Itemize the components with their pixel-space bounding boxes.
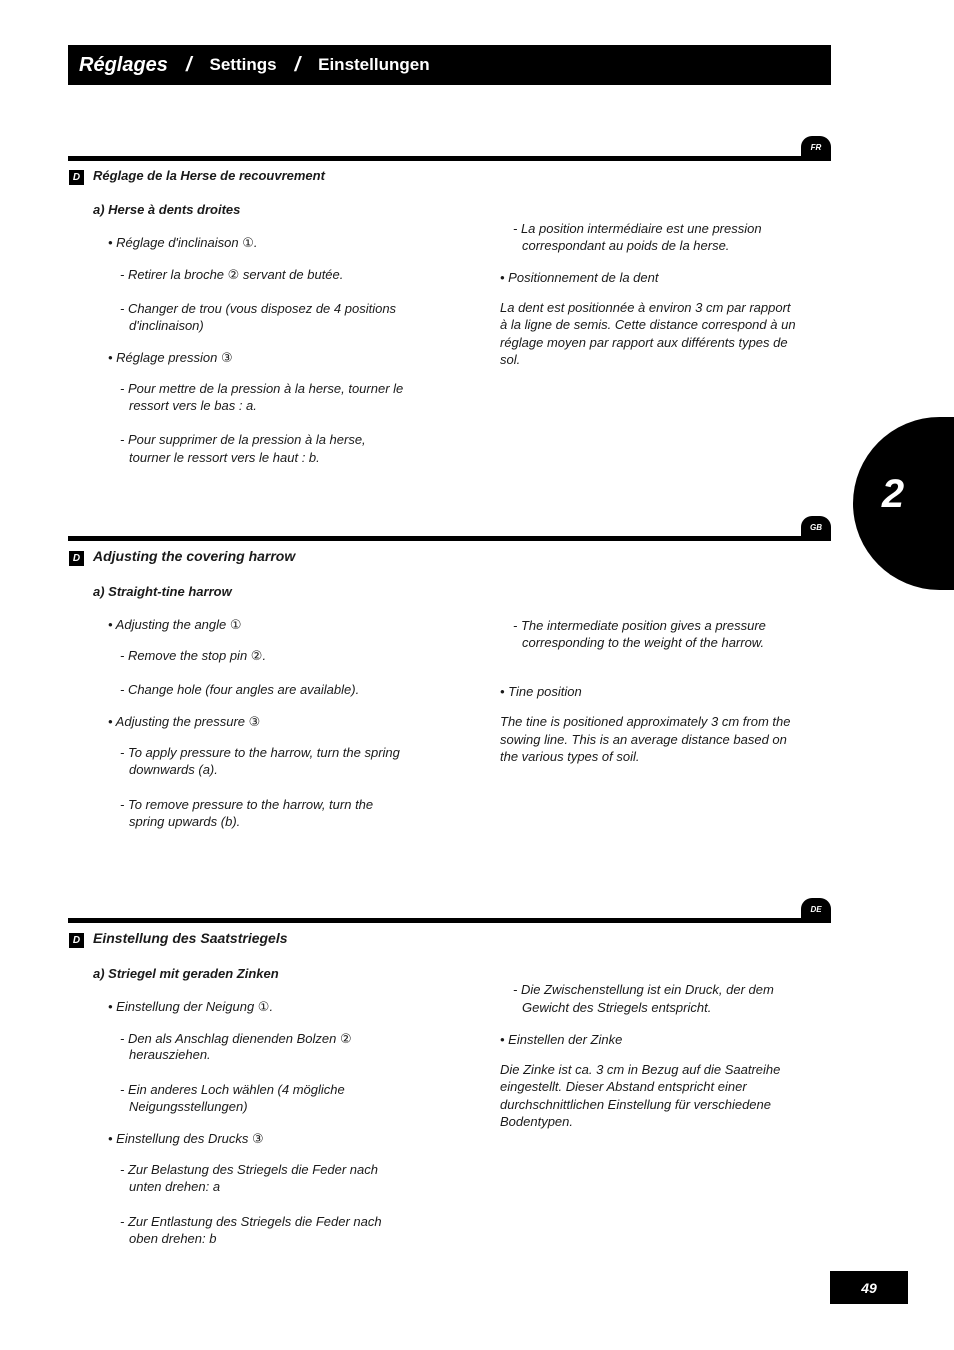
page-number: 49 — [830, 1271, 908, 1304]
header-title-en: Settings — [209, 55, 277, 74]
text-line: ressort vers le bas : a. — [129, 398, 257, 413]
language-tab-gb: GB — [801, 516, 831, 538]
text-line: - Pour mettre de la pression à la herse, tourner le — [120, 381, 404, 396]
text-line: - Retirer la broche ② servant de butée. — [120, 267, 344, 282]
text-line: Die Zinke ist ca. 3 cm in Bezug auf die Saatreihe — [500, 1062, 781, 1077]
text-line: oben drehen: b — [129, 1231, 217, 1246]
section-rule — [68, 918, 831, 923]
text-line: correspondant au poids de la herse. — [522, 238, 730, 253]
text-line: - To apply pressure to the harrow, turn the spring — [120, 745, 400, 760]
text-line: sowing line. This is an average distance based on — [500, 732, 787, 747]
section-marker: D — [69, 933, 84, 948]
section-rule — [68, 156, 831, 161]
chapter-number: 2 — [881, 472, 905, 516]
subsection-title-fr: a) Herse à dents droites — [93, 202, 241, 217]
section-title-gb: Adjusting the covering harrow — [93, 548, 296, 564]
text-line: Gewicht des Striegels entspricht. — [522, 1000, 712, 1015]
text-line: herausziehen. — [129, 1047, 211, 1062]
header-bar — [68, 45, 831, 85]
text-line: • Einstellung des Drucks ③ — [108, 1131, 264, 1146]
text-line: • Réglage pression ③ — [108, 350, 233, 365]
section-marker: D — [69, 170, 84, 185]
header-title-fr: Réglages — [79, 53, 168, 76]
subsection-title-gb: a) Straight-tine harrow — [93, 584, 232, 599]
text-line: - Den als Anschlag dienenden Bolzen ② — [120, 1031, 352, 1046]
text-line: • Réglage d'inclinaison ①. — [108, 235, 258, 250]
text-line: - Zur Entlastung des Striegels die Feder nach — [120, 1214, 382, 1229]
text-line: • Einstellen der Zinke — [500, 1032, 623, 1047]
text-line: the various types of soil. — [500, 749, 640, 764]
text-line: - Remove the stop pin ②. — [120, 648, 267, 663]
text-line: Bodentypen. — [500, 1114, 574, 1129]
text-line: - Ein anderes Loch wählen (4 mögliche — [120, 1082, 345, 1097]
section-title-de: Einstellung des Saatstriegels — [93, 930, 288, 946]
text-line: • Einstellung der Neigung ①. — [108, 999, 274, 1014]
language-tab-fr: FR — [801, 136, 831, 158]
text-line: réglage moyen par rapport aux différents types de — [500, 335, 788, 350]
subsection-title-de: a) Striegel mit geraden Zinken — [93, 966, 279, 981]
text-line: eingestellt. Dieser Abstand entspricht einer — [500, 1079, 747, 1094]
text-line: tourner le ressort vers le haut : b. — [129, 450, 320, 465]
text-line: downwards (a). — [129, 762, 218, 777]
text-line: - Zur Belastung des Striegels die Feder nach — [120, 1162, 378, 1177]
header-separator: / — [185, 53, 192, 76]
section-marker: D — [69, 551, 84, 566]
text-line: La dent est positionnée à environ 3 cm par rapport — [500, 300, 791, 315]
header-title-de: Einstellungen — [318, 55, 430, 74]
text-line: • Positionnement de la dent — [500, 270, 659, 285]
section-rule — [68, 536, 831, 541]
text-line: The tine is positioned approximately 3 cm from the — [500, 714, 791, 729]
text-line: unten drehen: a — [129, 1179, 221, 1194]
text-line: corresponding to the weight of the harrow. — [522, 635, 765, 650]
text-line: • Adjusting the angle ① — [108, 617, 242, 632]
text-line: d'inclinaison) — [129, 318, 204, 333]
text-line: Neigungsstellungen) — [129, 1099, 248, 1114]
text-line: durchschnittlichen Einstellung für verschiedene — [500, 1097, 771, 1112]
text-line: • Adjusting the pressure ③ — [108, 714, 261, 729]
text-line: - Die Zwischenstellung ist ein Druck, der dem — [513, 982, 774, 997]
text-line: - The intermediate position gives a pressure — [513, 618, 766, 633]
text-line: à la ligne de semis. Cette distance correspond à un — [500, 317, 796, 332]
section-title-fr: Réglage de la Herse de recouvrement — [93, 168, 325, 183]
text-line: sol. — [500, 352, 521, 367]
text-line: - Pour supprimer de la pression à la herse, — [120, 432, 366, 447]
text-line: - Change hole (four angles are available). — [120, 682, 360, 697]
language-tab-de: DE — [801, 898, 831, 920]
text-line: - La position intermédiaire est une pression — [513, 221, 762, 236]
text-line: - Changer de trou (vous disposez de 4 positions — [120, 301, 397, 316]
text-line: spring upwards (b). — [129, 814, 241, 829]
header-separator: / — [294, 53, 301, 76]
text-line: - To remove pressure to the harrow, turn the — [120, 797, 374, 812]
text-line: • Tine position — [500, 684, 582, 699]
